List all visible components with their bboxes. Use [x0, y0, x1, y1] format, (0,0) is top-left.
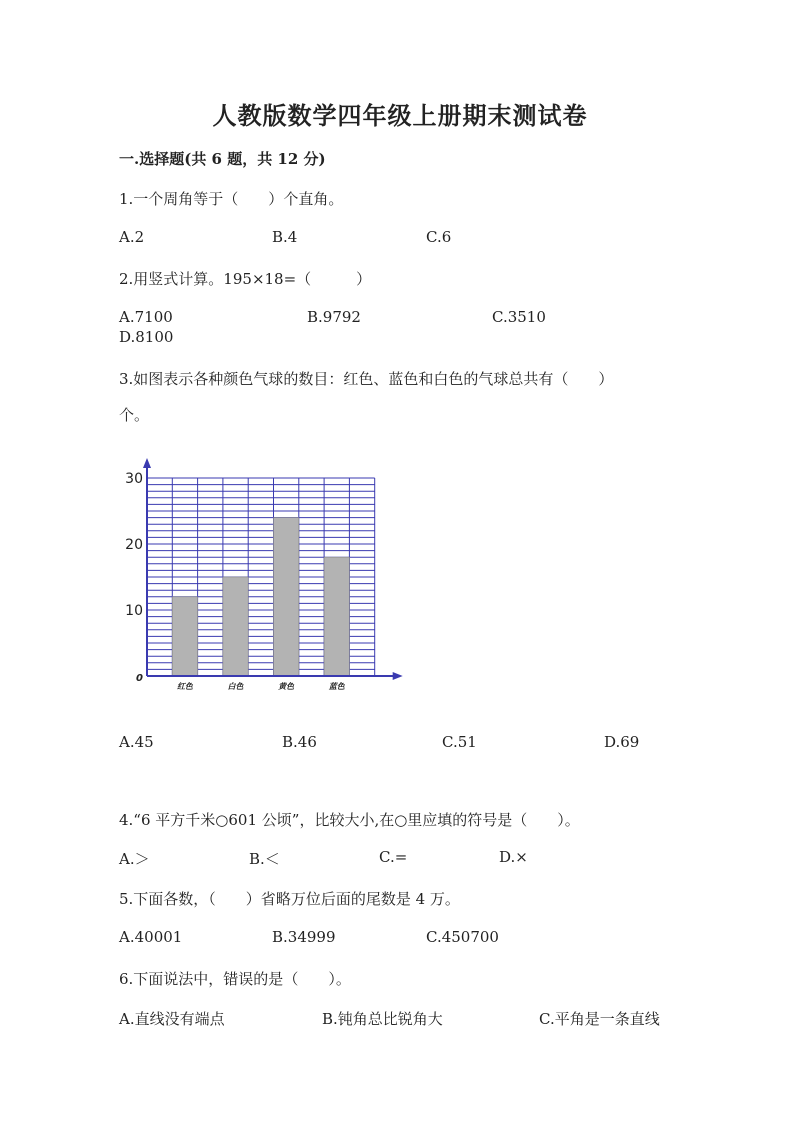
question-2: 2.用竖式计算。195×18=（ ）: [119, 270, 372, 288]
q5-option-a[interactable]: A.40001: [119, 928, 183, 946]
bar-4: [324, 557, 349, 676]
page-title: 人教版数学四年级上册期末测试卷: [212, 101, 588, 130]
section-heading: 一.选择题(共 6 题，共 12 分): [119, 150, 326, 168]
q2-option-d[interactable]: D.8100: [119, 328, 174, 346]
question-5: 5.下面各数，（ ）省略万位后面的尾数是 4 万。: [119, 890, 460, 908]
x-category-label: 红色: [176, 682, 193, 691]
y-tick-label: 10: [125, 603, 143, 619]
q1-option-a[interactable]: A.2: [119, 228, 145, 246]
q2-option-c[interactable]: C.3510: [492, 308, 546, 326]
q1-option-c[interactable]: C.6: [426, 228, 452, 246]
q4-option-b[interactable]: B.＜: [249, 850, 280, 868]
question-1: 1.一个周角等于（ ）个直角。: [119, 190, 344, 208]
balloon-bar-chart: [110, 455, 410, 695]
question-3-line-2: 个。: [119, 406, 150, 424]
y-axis-arrow: [143, 458, 151, 468]
q4-option-c[interactable]: C.=: [379, 848, 408, 866]
bar-1: [172, 597, 197, 676]
q3-option-b[interactable]: B.46: [282, 733, 317, 751]
x-category-label: 蓝色: [328, 682, 345, 691]
q5-option-c[interactable]: C.450700: [426, 928, 499, 946]
q6-option-a[interactable]: A.直线没有端点: [119, 1010, 225, 1028]
q1-option-b[interactable]: B.4: [272, 228, 298, 246]
q5-option-b[interactable]: B.34999: [272, 928, 336, 946]
question-4: 4.“6 平方千米○601 公顷”，比较大小,在○里应填的符号是（ ）。: [119, 811, 580, 829]
q3-option-c[interactable]: C.51: [442, 733, 477, 751]
q2-option-a[interactable]: A.7100: [119, 308, 173, 326]
q6-option-b[interactable]: B.钝角总比锐角大: [322, 1010, 443, 1028]
y-tick-label: 0: [136, 673, 143, 684]
question-3-line-1: 3.如图表示各种颜色气球的数目：红色、蓝色和白色的气球总共有（ ）: [119, 370, 614, 388]
y-tick-label: 20: [125, 537, 143, 553]
question-6: 6.下面说法中，错误的是（ ）。: [119, 970, 351, 988]
q3-option-a[interactable]: A.45: [119, 733, 154, 751]
q4-option-a[interactable]: A.＞: [119, 850, 150, 868]
x-axis-arrow: [393, 672, 403, 680]
x-category-label: 白色: [227, 682, 244, 691]
q6-option-c[interactable]: C.平角是一条直线: [539, 1010, 660, 1028]
q2-option-b[interactable]: B.9792: [307, 308, 361, 326]
bar-3: [274, 518, 299, 676]
y-tick-label: 30: [125, 471, 143, 487]
q4-option-d[interactable]: D.×: [499, 848, 528, 866]
x-category-label: 黄色: [278, 682, 295, 691]
bar-2: [223, 577, 248, 676]
q3-option-d[interactable]: D.69: [604, 733, 640, 751]
